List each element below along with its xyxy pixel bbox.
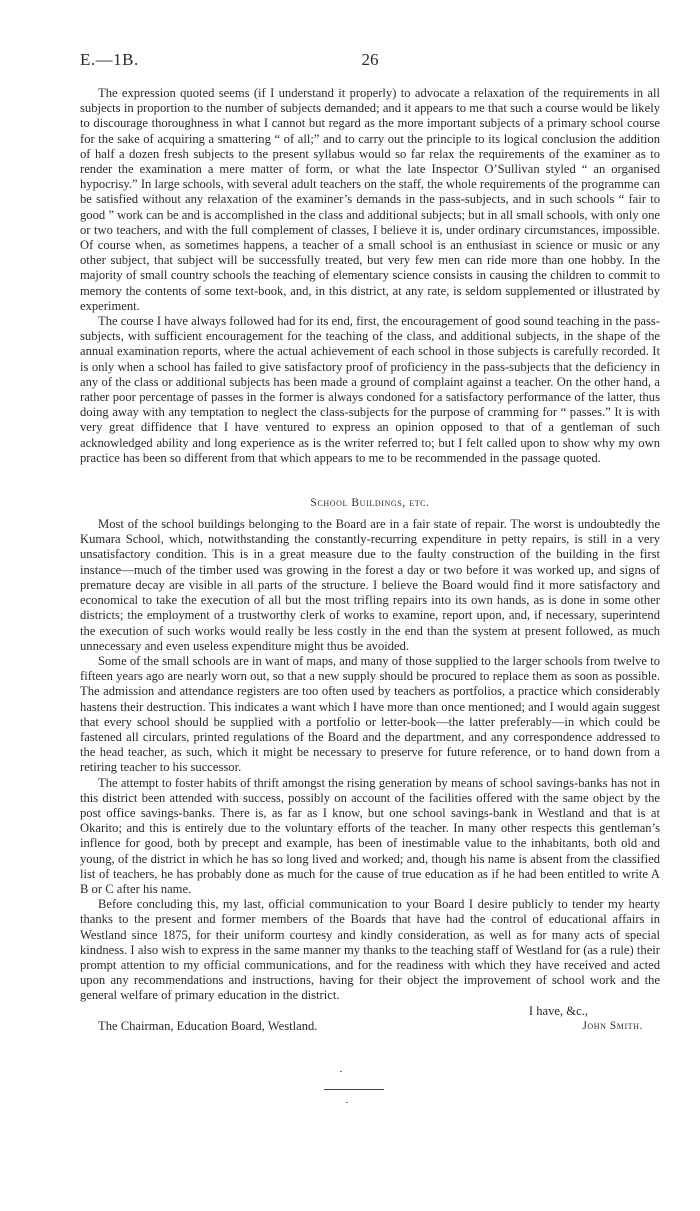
addressee: The Chairman, Education Board, Westland.	[98, 1018, 318, 1033]
signature-block	[80, 1004, 660, 1035]
section-paragraph: Before concluding this, my last, official communication to your Board I desire publicly to tender my hearty thanks to the present and former members of the Boards that have had the control of educational affairs in Westland since 1875, for their uniform courtesy and kindly consideration, as well as for many acts of special kindness. I also wish to express in the same manner my thanks to the teaching staff of Westland for (as a rule) their prompt attention to my official communications, and for the readiness with which they have received and acted upon any recommendations and instructions, having for their object the improvement of school work and the general welfare of primary education in the district.	[80, 897, 660, 1003]
closing-rule	[324, 1089, 384, 1090]
signatory-name: John Smith.	[582, 1019, 643, 1032]
section-heading-text: School Buildings, etc.	[310, 497, 430, 510]
document-body	[80, 86, 660, 1035]
page-number: 26	[361, 50, 379, 69]
page-header	[80, 50, 660, 74]
section-paragraph: Most of the school buildings belonging to the Board are in a fair state of repair. The worst is undoubtedly the Kumara School, which, notwithstanding the constantly-recurring expenditure in petty repairs, is still in a very unsatisfactory condition. This is in a great measure due to the faulty construction of the building in the first instance—much of the timber used was growing in the forest a day or two before it was worked up, and signs of premature decay are visible in all parts of the structure. I believe the Board would find it more satisfactory and economical to take the execution of all but the most trifling repairs into its own hands, as is done in some other districts; the employment of a trustworthy clerk of works to examine, report upon, and, if necessary, superintend the execution of such works would really be less costly in the end than the system at present followed, as much unnecessary and even useless expenditure might thus be avoided.	[80, 517, 660, 653]
section-heading	[80, 496, 660, 511]
body-paragraph: The course I have always followed had for its end, first, the encouragement of good sound teaching in the pass-subjects, with sufficient encouragement for the teaching of the class, and additional subjects, in the shape of the annual examination reports, where the actual achievement of each school in those subjects is carefully recorded. It is only when a school has failed to give satisfactory proof of proficiency in the pass-subjects that the deficiency in any of the class or additional subjects has been made a ground of complaint against a teacher. On the other hand, a rather poor percentage of passes in the former is always condoned for a satisfactory performance of the latter, thus doing away with any temptation to neglect the class-subjects for the purpose of cramming for “ passes.” It is with very great diffidence that I have ventured to express an opinion opposed to that of a gentleman of such acknowledged ability and long experience as is the writer referred to; but I felt called upon to show why my own practice has been so different from that which appears to me to be recommended in the passage quoted.	[80, 314, 660, 465]
section-paragraph: Some of the small schools are in want of maps, and many of those supplied to the larger schools from twelve to fifteen years ago are nearly worn out, so that a new supply should be procured to replace them as soon as possible. The admission and attendance registers are too often used by teachers as portfolios, a practice which considerably hastens their destruction. This indicates a want which I have more than once mentioned; and I would again suggest that every school should be supplied with a portfolio or letter-book—the latter preferably—in which could be fastened all circulars, printed regulations of the Board and the department, and any correspondence addressed to the head teacher, as such, which it might be necessary to preserve for future reference, or to hand down from a retiring teacher to his successor.	[80, 653, 660, 775]
document-reference: E.—1B.	[80, 50, 139, 69]
body-paragraph: The expression quoted seems (if I understand it properly) to advocate a relaxation of the requirements in all subjects in proportion to the number of subjects demanded; and it appears to me that such a course would be likely to discourage thoroughness in what I cannot but regard as the more important subjects of a primary school course for the sake of acquiring a smattering “ of all;” and to carry out the principle to its logical conclusion the addition of half a dozen fresh subjects to the present syllabus would so far relax the requirements of the examiner as to render the examination a mere matter of form, or what the late Inspector O’Sullivan styled “ an organised hypocrisy.” In large schools, with several adult teachers on the staff, the whole requirements of the programme can be satisfied without any relaxation of the examiner’s demands in the pass-subjects, and in such schools “ fair to good ” work can be and is accomplished in the class and additional subjects; but in all small schools, with only one or two teachers, and with the full complement of classes, I believe it is, under ordinary circumstances, impossible. Of course when, as sometimes happens, a teacher of a small school is an enthusiast in science or music or any other subject, that subject will be successfully treated, but very few men can ride more than one hobby. In the majority of small country schools the teaching of elementary science consists in causing the children to commit to memory the contents of some text-book, and, in this district, at any rate, is seldom supplemented or illustrated by experiment.	[80, 86, 660, 313]
section-paragraph: The attempt to foster habits of thrift amongst the rising generation by means of school savings-banks has not in this district been attended with success, possibly on account of the facilities offered with the same object by the post office savings-banks. There is, as far as I know, but one school savings-bank in Westland and that is at Okarito; and this is entirely due to the voluntary efforts of the teacher. In many other respects this gentleman’s inflence for good, both by precept and example, has been of inestimable value to the inhabitants, both old and young, of the district in which he has so long lived and worked; and, though his name is absent from the classified list of teachers, he has probably done as much for the cause of true education as if he had been entitled to write A B or C after his name.	[80, 775, 660, 896]
closing-salutation: I have, &c.,	[528, 1003, 588, 1018]
ink-speck	[340, 1071, 342, 1072]
ink-speck	[346, 1102, 348, 1103]
